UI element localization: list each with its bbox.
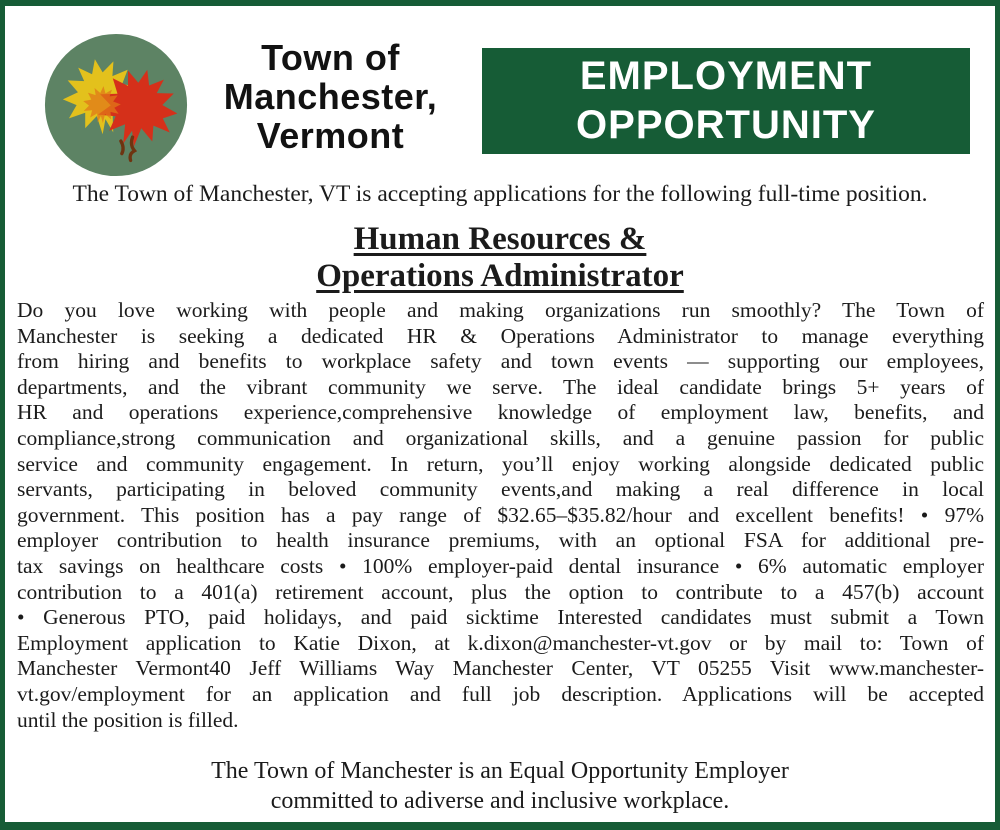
body-text-line: contribution to a 401(a) retirement account, plus the option to contribute to a 457(b) account <box>17 579 984 604</box>
eoe-line-1: The Town of Manchester is an Equal Opportunity Employer <box>211 758 789 784</box>
position-title <box>5 221 995 295</box>
position-title-line-1: Human Resources & <box>353 221 647 257</box>
body-text-line: servants, participating in beloved community events,and making a real difference in local <box>17 477 984 502</box>
job-description-paragraph <box>17 298 984 733</box>
body-text-line: employer contribution to health insurance premiums, with an optional FSA for additional pre- <box>17 528 984 553</box>
body-text-line: tax savings on healthcare costs • 100% employer-paid dental insurance • 6% automatic employer <box>17 553 984 578</box>
town-logo <box>43 32 189 178</box>
body-text-line: • Generous PTO, paid holidays, and paid sicktime Interested candidates must submit a Town <box>17 605 984 630</box>
org-title-line-1: Town of <box>261 37 400 78</box>
banner-line-1: EMPLOYMENT <box>579 54 873 98</box>
body-text-line: government. This position has a pay range of $32.65–$35.82/hour and excellent benefits! • 97% <box>17 502 984 527</box>
autumn-leaves-icon <box>43 32 189 178</box>
body-text-line: Manchester Vermont40 Jeff Williams Way Manchester Center, VT 05255 Visit www.manchester- <box>17 656 984 681</box>
body-text-line: departments, and the vibrant community we serve. The ideal candidate brings 5+ years of <box>17 374 984 399</box>
body-text-line: compliance,strong communication and organizational skills, and a genuine passion for public <box>17 425 984 450</box>
body-text-line: HR and operations experience,comprehensive knowledge of employment law, benefits, and <box>17 400 984 425</box>
org-title <box>188 38 473 155</box>
body-text-line: Do you love working with people and making organizations run smoothly? The Town of <box>17 298 984 322</box>
body-text-line: from hiring and benefits to workplace safety and town events — supporting our employees, <box>17 349 984 374</box>
org-title-line-3: Vermont <box>256 115 405 156</box>
banner-line-2: OPPORTUNITY <box>576 103 876 147</box>
employment-opportunity-banner <box>482 48 970 154</box>
body-text-line: service and community engagement. In return, you’ll enjoy working alongside dedicated public <box>17 451 984 476</box>
body-text-line: vt.gov/employment for an application and full job description. Applications will be accepted <box>17 681 984 706</box>
eoe-line-2: committed to adiverse and inclusive workplace. <box>270 788 730 814</box>
body-text-line: until the position is filled. <box>17 707 239 732</box>
body-text-line: Manchester is seeking a dedicated HR & Operations Administrator to manage everything <box>17 323 984 348</box>
eoe-statement <box>5 756 995 816</box>
intro-sentence: The Town of Manchester, VT is accepting applications for the following full-time position. <box>72 181 928 207</box>
org-title-line-2: Manchester, <box>223 76 438 117</box>
body-text-line: Employment application to Katie Dixon, at k.dixon@manchester-vt.gov or by mail to: Town of <box>17 630 984 655</box>
position-title-line-2: Operations Administrator <box>316 258 684 294</box>
